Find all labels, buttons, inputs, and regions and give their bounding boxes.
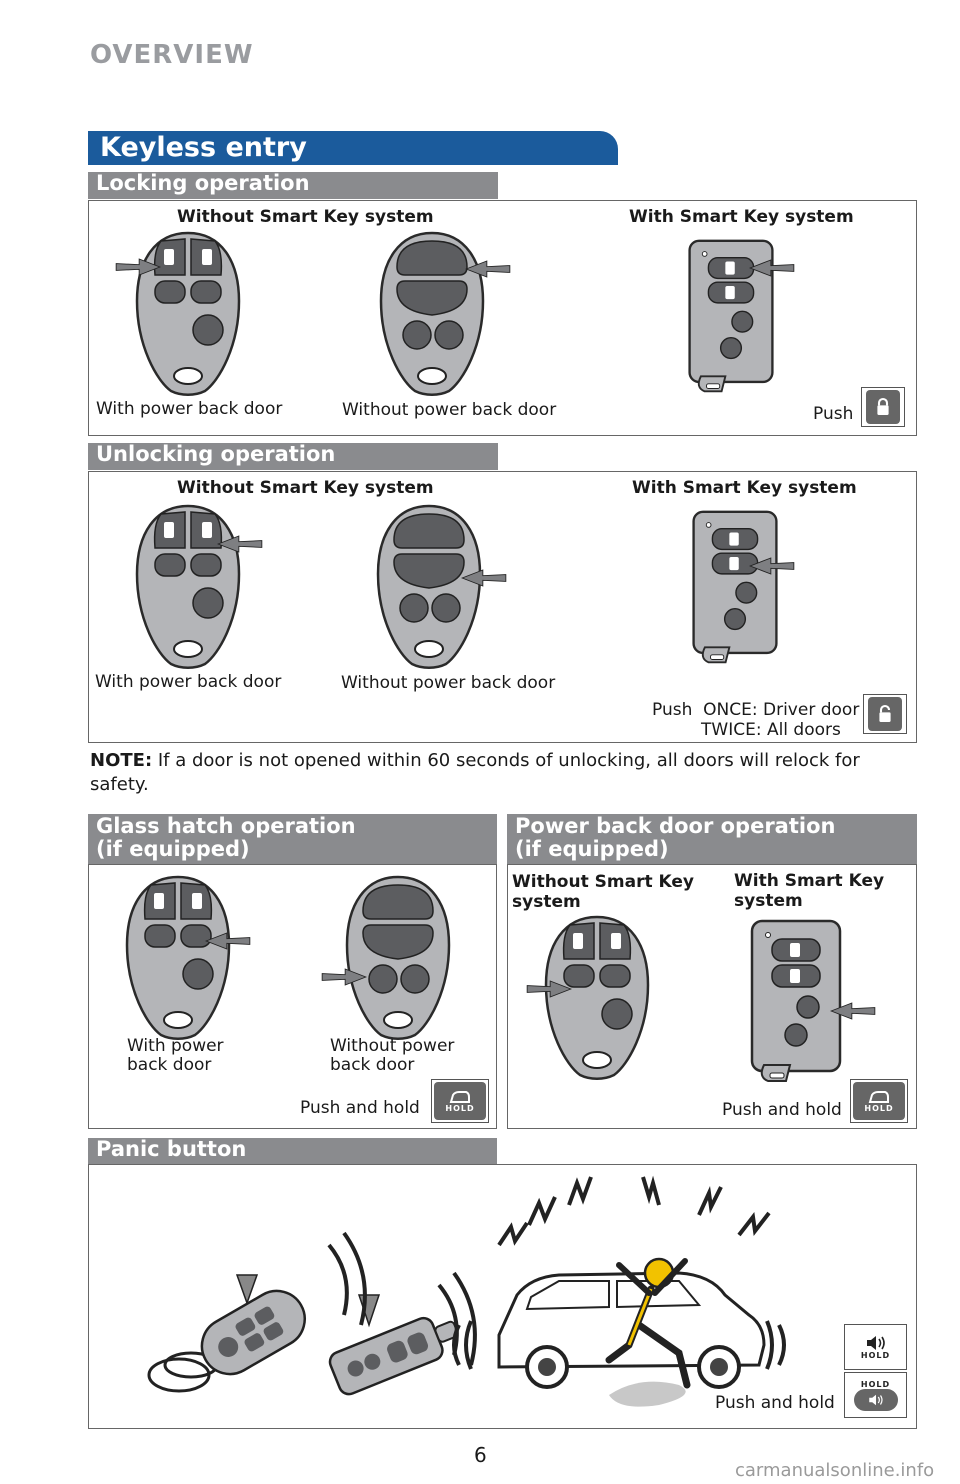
glass-hatch-push-hold-label: Push and hold [300, 1098, 420, 1118]
glass-hatch-title-2: (if equipped) [96, 837, 250, 861]
locking-panel [88, 200, 917, 436]
panic-title: Panic button [96, 1137, 247, 1161]
unlocking-operation-header [88, 443, 498, 470]
unlocking-push-once-label: Push ONCE: Driver door [652, 700, 860, 720]
press-arrow-icon [749, 256, 795, 280]
hold-text: HOLD [445, 1103, 475, 1113]
locking-operation-header [88, 172, 498, 199]
page-number: 6 [474, 1443, 487, 1467]
banner-title: Keyless entry [100, 132, 307, 163]
panic-button-header [88, 1138, 497, 1164]
locking-without-power-back-door-label: Without power back door [342, 400, 557, 420]
fob-without-power-back-door [343, 875, 453, 1040]
locking-with-power-back-door-label: With power back door [96, 399, 283, 419]
page-section-title: OVERVIEW [90, 40, 254, 70]
lock-button-icon [861, 387, 905, 427]
press-arrow-icon [749, 554, 795, 578]
pbd-without-smart-2: system [512, 892, 581, 912]
press-arrow-icon [321, 965, 367, 989]
without-power-line-2: back door [330, 1055, 415, 1075]
pbd-without-smart-1: Without Smart Key [512, 872, 694, 892]
note-text: If a door is not opened within 60 seconds of unlocking, all doors will relock for [152, 750, 860, 771]
with-power-line-1: With power [127, 1036, 224, 1056]
locking-without-smart-label: Without Smart Key system [177, 207, 434, 227]
locking-push-label: Push [813, 404, 854, 424]
hold-text: HOLD [860, 1350, 891, 1360]
press-arrow-icon [830, 999, 876, 1023]
pbd-with-smart-1: With Smart Key [734, 871, 885, 891]
smart-key-fob [685, 508, 785, 668]
pbd-push-hold-label: Push and hold [722, 1100, 842, 1120]
unlocking-with-smart-label: With Smart Key system [632, 478, 857, 498]
press-arrow-icon [461, 566, 507, 590]
press-arrow-icon [465, 257, 511, 281]
panic-push-hold-label: Push and hold [715, 1393, 835, 1413]
panic-illustration [139, 1185, 819, 1425]
hold-text: HOLD [860, 1379, 891, 1389]
power-back-door-panel [507, 864, 917, 1129]
press-arrow-icon [205, 929, 251, 953]
panic-hold-button-icon [844, 1324, 907, 1370]
locking-with-smart-label: With Smart Key system [629, 207, 854, 227]
pbd-hold-button-icon [850, 1079, 908, 1123]
keyless-entry-banner [88, 131, 618, 165]
unlocking-panel [88, 471, 917, 743]
glass-hatch-without-power-label [330, 1037, 454, 1075]
pbd-with-smart-2: system [734, 891, 803, 911]
hatch-hold-button-icon [431, 1079, 489, 1123]
fob-without-power-back-door [377, 231, 487, 396]
press-arrow-icon [217, 532, 263, 556]
press-arrow-icon [115, 255, 161, 279]
glass-hatch-header [88, 814, 497, 864]
note-line-1 [90, 750, 860, 771]
power-back-door-title-1: Power back door operation [515, 814, 836, 838]
watermark: carmanualsonline.info [735, 1460, 935, 1481]
pbd-without-smart-label [512, 872, 694, 912]
fob-with-power-back-door [123, 875, 233, 1040]
with-power-line-2: back door [127, 1055, 212, 1075]
glass-hatch-panel [88, 864, 497, 1129]
power-back-door-header [507, 814, 917, 864]
note-line-2: safety. [90, 774, 149, 795]
unlocking-without-power-back-door-label: Without power back door [341, 673, 556, 693]
pbd-with-smart-label [734, 871, 884, 911]
note-label: NOTE: [90, 750, 153, 771]
glass-hatch-with-power-label [127, 1037, 224, 1075]
fob-with-power-back-door [133, 504, 243, 669]
unlocking-push-twice-label: TWICE: All doors [701, 720, 841, 740]
unlocking-with-power-back-door-label: With power back door [95, 672, 282, 692]
power-back-door-title-2: (if equipped) [515, 837, 669, 861]
unlocking-title: Unlocking operation [96, 442, 336, 466]
without-power-line-1: Without power [330, 1036, 455, 1056]
unlock-button-icon [863, 694, 907, 734]
panic-panel [88, 1164, 917, 1429]
glass-hatch-title-1: Glass hatch operation [96, 814, 356, 838]
press-arrow-icon [526, 977, 572, 1001]
smart-panic-button-icon [844, 1372, 907, 1418]
locking-title: Locking operation [96, 171, 310, 195]
unlocking-without-smart-label: Without Smart Key system [177, 478, 434, 498]
hold-text: HOLD [864, 1103, 894, 1113]
